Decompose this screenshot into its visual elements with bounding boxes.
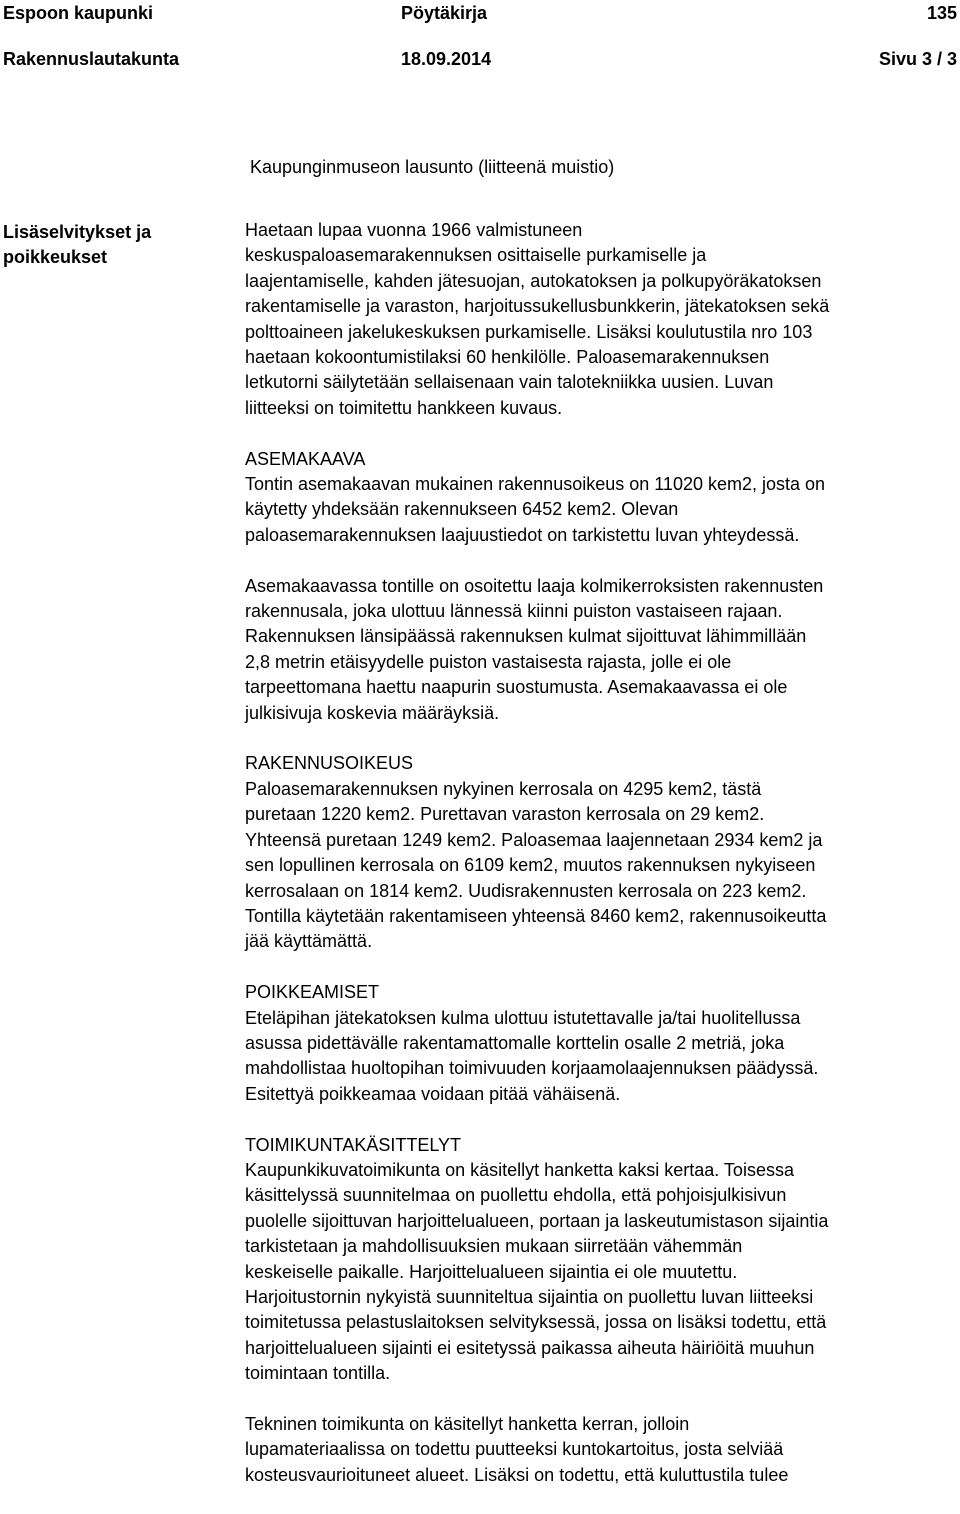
paragraph-line: Asemakaavassa tontille on osoitettu laaja kolmikerroksisten rakennusten: [245, 575, 824, 596]
paragraph-line: Tontilla käytetään rakentamiseen yhteensä 8460 kem2, rakennusoikeutta: [245, 905, 827, 926]
paragraph-line: POIKKEAMISET: [245, 982, 380, 1003]
paragraph-line: käytetty yhdeksään rakennukseen 6452 kem2. Olevan: [245, 499, 679, 520]
paragraph-line: TOIMIKUNTAKÄSITTELYT: [245, 1134, 462, 1155]
paragraph: [245, 447, 960, 549]
paragraph-line: käsittelyssä suunnitelmaa on puollettu ehdolla, että pohjoisjulkisivun: [245, 1185, 787, 1206]
paragraph: [245, 218, 960, 421]
paragraph-line: puretaan 1220 kem2. Purettavan varaston kerrosala on 29 kem2.: [245, 804, 765, 825]
document-type: Pöytäkirja: [401, 3, 488, 23]
paragraph-line: paloasemarakennuksen laajuustiedot on tarkistettu luvan yhteydessä.: [245, 524, 800, 545]
committee-name: Rakennuslautakunta: [3, 49, 180, 69]
paragraph-line: kosteusvaurioituneet alueet. Lisäksi on todettu, että kuluttustila tulee: [245, 1464, 789, 1485]
paragraph-line: keskuspaloasemarakennuksen osittaiselle purkamiselle ja: [245, 245, 707, 266]
paragraph-line: sen lopullinen kerrosala on 6109 kem2, muutos rakennuksen nykyiseen: [245, 855, 816, 876]
paragraph-line: RAKENNUSOIKEUS: [245, 753, 414, 774]
paragraph: [245, 574, 960, 726]
paragraph-line: tarkistetaan ja mahdollisuuksien mukaan siirretään vähemmän: [245, 1236, 743, 1257]
page-indicator: Sivu 3 / 3: [878, 49, 957, 69]
section-label-line-2: poikkeukset: [3, 247, 108, 267]
paragraph-line: Haetaan lupaa vuonna 1966 valmistuneen: [245, 220, 583, 240]
paragraph-line: Tekninen toimikunta on käsitellyt hanketta kerran, jolloin: [245, 1414, 690, 1434]
paragraph-line: kerrosalaan on 1814 kem2. Uudisrakennusten kerrosala on 223 kem2.: [245, 880, 807, 901]
paragraph-line: mahdollistaa huoltopihan toimivuuden korjaamolaajennuksen päädyssä.: [245, 1058, 819, 1079]
paragraph-line: laajentamiselle, kahden jätesuojan, autokatoksen ja polkupyöräkatoksen: [245, 270, 822, 291]
paragraph-line: Harjoitustornin nykyistä suunniteltua sijaintia on puollettu luvan liitteeksi: [245, 1286, 814, 1307]
paragraph-line: Paloasemarakennuksen nykyinen kerrosala on 4295 kem2, tästä: [245, 778, 762, 799]
paragraph-line: liitteeksi on toimitettu hankkeen kuvaus.: [245, 397, 563, 418]
section-number: 135: [926, 3, 957, 23]
paragraph-line: ASEMAKAAVA: [245, 448, 366, 469]
paragraph-line: Yhteensä puretaan 1249 kem2. Paloasemaa laajennetaan 2934 kem2 ja: [245, 829, 823, 850]
paragraph: [245, 1412, 960, 1488]
paragraph-line: jää käyttämättä.: [245, 931, 373, 952]
header-row-top: [3, 0, 957, 26]
paragraph: [245, 1133, 960, 1387]
paragraph-line: rakennusala, joka ulottuu lännessä kiinni puiston vastaiseen rajaan.: [245, 601, 783, 622]
meeting-date: 18.09.2014: [401, 49, 492, 69]
paragraph-line: toimintaan tontilla.: [245, 1363, 391, 1384]
paragraph-line: letkutorni säilytetään sellaisenaan vain talotekniikka uusien. Luvan: [245, 372, 774, 393]
paragraph-line: Eteläpihan jätekatoksen kulma ulottuu istutettavalle ja/tai huolitellussa: [245, 1007, 801, 1028]
section-label: [3, 220, 213, 270]
paragraph-line: tarpeettomana haettu naapurin suostumusta. Asemakaavassa ei ole: [245, 677, 788, 698]
paragraph-line: asussa pidettävälle rakentamattomalle korttelin osalle 2 metriä, joka: [245, 1032, 785, 1053]
intro-line: Kaupunginmuseon lausunto (liitteenä muistio): [250, 157, 615, 177]
paragraph-line: keskeiselle paikalle. Harjoittelualueen sijaintia ei ole muutettu.: [245, 1261, 738, 1282]
paragraph-line: lupamateriaalissa on todettu puutteeksi kuntokartoitus, josta selviää: [245, 1439, 784, 1460]
paragraph-line: Tontin asemakaavan mukainen rakennusoikeus on 11020 kem2, josta on: [245, 474, 826, 495]
paragraph: [245, 980, 960, 1107]
section-label-line-1: Lisäselvitykset ja: [3, 222, 152, 242]
paragraph-line: Kaupunkikuvatoimikunta on käsitellyt hanketta kaksi kertaa. Toisessa: [245, 1159, 794, 1180]
paragraph-line: polttoaineen jakelukeskuksen purkamiselle. Lisäksi koulutustila nro 103: [245, 321, 813, 342]
paragraph-line: Rakennuksen länsipäässä rakennuksen kulmat sijoittuvat lähimmillään: [245, 626, 807, 647]
paragraph-line: 2,8 metrin etäisyydelle puiston vastaisesta rajasta, jolle ei ole: [245, 651, 732, 672]
paragraph-line: rakentamiselle ja varaston, harjoitussukellusbunkkerin, jätekatoksen sekä: [245, 296, 830, 317]
header-row-bottom: [3, 46, 957, 72]
paragraph-line: puolelle sijoittuvan harjoittelualueen, portaan ja laskeutumistason sijaintia: [245, 1210, 829, 1231]
paragraph-line: haetaan kokoontumistilaksi 60 henkilölle. Paloasemarakennuksen: [245, 347, 770, 368]
paragraph-line: julkisivuja koskevia määräyksiä.: [245, 702, 500, 723]
paragraph: [245, 751, 960, 954]
paragraph-line: toimitetussa pelastuslaitoksen selvityksessä, jossa on lisäksi todettu, että: [245, 1312, 827, 1333]
organization-name: Espoon kaupunki: [3, 3, 154, 23]
paragraph-line: harjoittelualueen sijainti ei esitetyssä paikassa aiheuta häiriöitä muuhun: [245, 1337, 815, 1358]
document-body: [245, 218, 960, 1514]
paragraph-line: Esitettyä poikkeamaa voidaan pitää vähäisenä.: [245, 1083, 621, 1104]
